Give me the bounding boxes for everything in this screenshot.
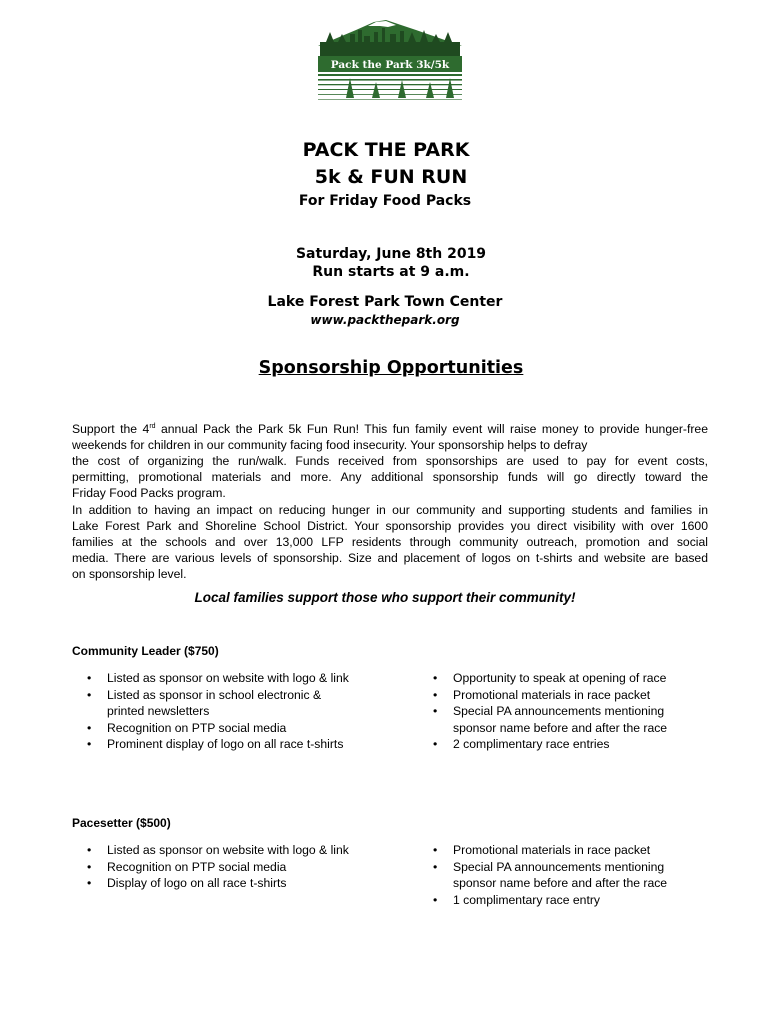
list-item: • Display of logo on all race t-shirts xyxy=(73,875,373,892)
list-item: • 2 complimentary race entries xyxy=(419,736,709,753)
tier-label-pacesetter: Pacesetter ($500) xyxy=(72,816,171,830)
intro-line: the cost of organizing the run/walk. Funds received from sponsorships are used to pay for event costs, xyxy=(72,454,708,469)
tier-benefits-list xyxy=(73,842,373,892)
section-title: Sponsorship Opportunities xyxy=(258,358,524,378)
tier-label-community-leader: Community Leader ($750) xyxy=(72,644,219,658)
intro-line: media. There are various levels of sponsorship. Size and placement of logos on t-shirts and website are based xyxy=(72,550,708,565)
list-item: • Listed as sponsor in school electronic & printed newsletters xyxy=(73,687,337,720)
event-subtitle-run: 5k & FUN RUN xyxy=(314,166,468,188)
intro-line: Support the 4rd annual Pack the Park 5k Fun Run! This fun family event will raise money to provide hunger-free xyxy=(72,422,708,437)
list-item: • Listed as sponsor on website with logo & link xyxy=(73,670,373,687)
event-date: Saturday, June 8th 2019 xyxy=(295,246,487,262)
tier-benefits-list xyxy=(419,842,709,908)
intro-paragraph xyxy=(72,419,708,582)
event-cause: For Friday Food Packs xyxy=(298,193,472,209)
list-item: • Special PA announcements mentioning sponsor name before and after the race xyxy=(419,703,671,736)
logo-text: Pack the Park 3k/5k xyxy=(330,59,450,71)
pack-the-park-logo xyxy=(316,18,464,104)
tier-benefits-list xyxy=(419,670,709,753)
event-title: PACK THE PARK xyxy=(302,139,470,161)
list-item: • Special PA announcements mentioning sponsor name before and after the race xyxy=(419,859,671,892)
list-item: • Recognition on PTP social media xyxy=(73,859,373,876)
intro-line: Lake Forest Park and Shoreline School District. Your sponsorship provides you direct visibility with over 1600 xyxy=(72,518,708,533)
list-item: • Promotional materials in race packet xyxy=(419,842,709,859)
tagline: Local families support those who support their community! xyxy=(194,590,576,605)
intro-line: on sponsorship level. xyxy=(72,566,187,581)
event-start-time: Run starts at 9 a.m. xyxy=(312,264,470,280)
list-item: • Recognition on PTP social media xyxy=(73,720,373,737)
intro-line: families at the schools and over 13,000 LFP residents through community outreach, promotion and social xyxy=(72,534,708,549)
tier-benefits-list xyxy=(73,670,373,753)
intro-line: In addition to having an impact on reducing hunger in our community and supporting students and families in xyxy=(72,502,708,517)
list-item: • 1 complimentary race entry xyxy=(419,892,709,909)
intro-line: permitting, promotional materials and more. Any additional sponsorship funds will go directly toward the xyxy=(72,470,708,485)
intro-line: weekends for children in our community facing food insecurity. Your sponsorship helps to defray xyxy=(72,438,588,453)
event-location: Lake Forest Park Town Center xyxy=(267,294,503,310)
list-item: • Opportunity to speak at opening of race xyxy=(419,670,709,687)
list-item: • Listed as sponsor on website with logo & link xyxy=(73,842,373,859)
list-item: • Promotional materials in race packet xyxy=(419,687,709,704)
event-website: www.packthepark.org xyxy=(310,313,460,327)
list-item: • Prominent display of logo on all race t-shirts xyxy=(73,736,373,753)
intro-line: Friday Food Packs program. xyxy=(72,486,226,501)
